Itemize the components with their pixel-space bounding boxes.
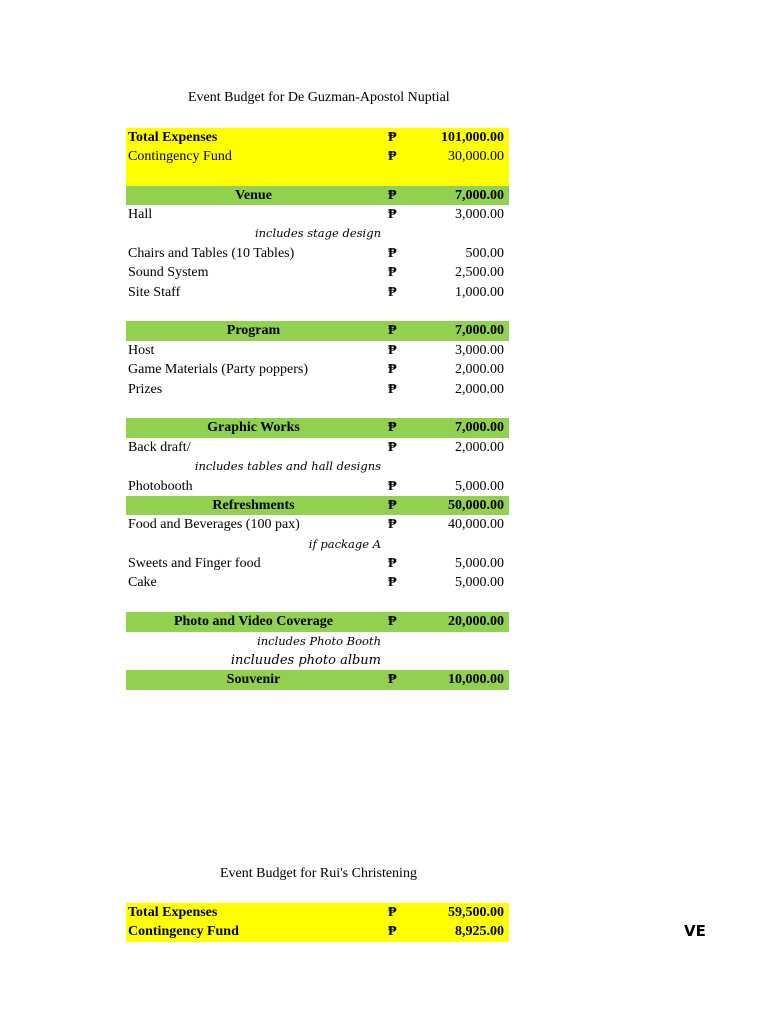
peso-icon: ₱ [388,439,397,455]
category-amount: 20,000.00 [448,614,504,630]
category-label: Photo and Video Coverage [173,614,334,630]
item-row [126,244,509,263]
note-text: includes tables and hall designs [194,459,381,474]
peso-icon: ₱ [388,420,397,436]
spacer-row [126,166,509,185]
category-label: Venue [235,187,272,203]
item-row [126,554,509,573]
budget-title-christening: Event Budget for Rui's Christening [220,866,417,881]
row-label: Contingency Fund [128,924,239,940]
budget-table-christening [126,903,509,942]
category-amount: 7,000.00 [455,187,504,203]
category-row-venue [126,186,509,205]
category-row-program [126,321,509,340]
item-row [126,438,509,457]
item-label: Sweets and Finger food [128,556,261,572]
note-text: incluudes photo album [230,653,381,669]
budget-title: Event Budget for De Guzman-Apostol Nuptial [188,90,450,105]
item-label: Prizes [128,381,163,397]
item-label: Photobooth [128,478,193,494]
item-label: Hall [128,207,153,223]
peso-icon: ₱ [388,556,397,572]
category-row-photo-video [126,612,509,631]
item-amount: 2,000.00 [455,439,504,455]
note-text: includes Photo Booth [257,633,381,648]
row-label: Total Expenses [128,905,218,920]
item-row [126,283,509,302]
peso-icon: ₱ [388,575,397,591]
total-expenses-row [126,903,509,922]
item-label: Site Staff [128,284,181,300]
peso-icon: ₱ [388,284,397,300]
side-text-fragment: VE [684,922,706,940]
category-label: Souvenir [226,672,281,688]
item-row [126,515,509,534]
item-amount: 5,000.00 [455,575,504,591]
peso-icon: ₱ [388,905,397,920]
item-label: Chairs and Tables (10 Tables) [128,245,295,261]
item-row [126,263,509,282]
peso-icon: ₱ [388,362,397,378]
row-label: Contingency Fund [128,148,232,164]
item-amount: 40,000.00 [448,517,504,533]
item-label: Cake [128,575,157,591]
note-row [126,224,509,243]
note-row [126,457,509,476]
item-amount: 3,000.00 [455,207,504,223]
peso-icon: ₱ [388,207,397,223]
budget-table [126,128,509,690]
item-amount: 3,000.00 [455,342,504,358]
peso-icon: ₱ [388,672,397,688]
item-row [126,477,509,496]
peso-icon: ₱ [388,323,397,339]
category-row-refreshments [126,496,509,515]
row-amount: 30,000.00 [448,148,504,164]
spacer-row [126,302,509,321]
peso-icon: ₱ [388,245,397,261]
note-text: if package A [308,536,381,551]
item-row [126,380,509,399]
total-expenses-row [126,128,509,147]
note-row [126,632,509,651]
peso-icon: ₱ [388,129,397,145]
row-amount: 101,000.00 [441,129,504,145]
category-label: Refreshments [212,497,295,513]
spacer-row [126,593,509,612]
category-row-souvenir [126,670,509,689]
peso-icon: ₱ [388,614,397,630]
item-amount: 2,500.00 [455,265,504,281]
peso-icon: ₱ [388,187,397,203]
item-label: Game Materials (Party poppers) [128,362,308,378]
peso-icon: ₱ [388,342,397,358]
item-row [126,341,509,360]
category-amount: 7,000.00 [455,323,504,339]
note-text: includes stage design [254,226,381,241]
peso-icon: ₱ [388,497,397,513]
peso-icon: ₱ [388,265,397,281]
row-label: Total Expenses [128,129,218,145]
item-amount: 500.00 [465,245,504,261]
peso-icon: ₱ [388,148,397,164]
category-amount: 10,000.00 [448,672,504,688]
category-amount: 50,000.00 [448,497,504,513]
category-label: Graphic Works [207,420,300,436]
item-amount: 5,000.00 [455,478,504,494]
note-row [126,651,509,670]
item-row [126,205,509,224]
item-label: Food and Beverages (100 pax) [128,517,300,533]
spacer-row [126,399,509,418]
contingency-row [126,147,509,166]
contingency-row [126,922,509,941]
category-label: Program [226,323,281,339]
note-row [126,535,509,554]
row-amount: 8,925.00 [455,924,504,940]
item-row [126,360,509,379]
row-amount: 59,500.00 [448,905,504,920]
category-amount: 7,000.00 [455,420,504,436]
item-label: Back draft/ [128,439,191,455]
peso-icon: ₱ [388,517,397,533]
item-amount: 2,000.00 [455,362,504,378]
item-amount: 5,000.00 [455,556,504,572]
item-row [126,573,509,592]
item-amount: 1,000.00 [455,284,504,300]
category-row-graphic-works [126,418,509,437]
item-label: Host [128,342,155,358]
peso-icon: ₱ [388,924,397,940]
peso-icon: ₱ [388,478,397,494]
item-amount: 2,000.00 [455,381,504,397]
peso-icon: ₱ [388,381,397,397]
item-label: Sound System [128,265,209,281]
